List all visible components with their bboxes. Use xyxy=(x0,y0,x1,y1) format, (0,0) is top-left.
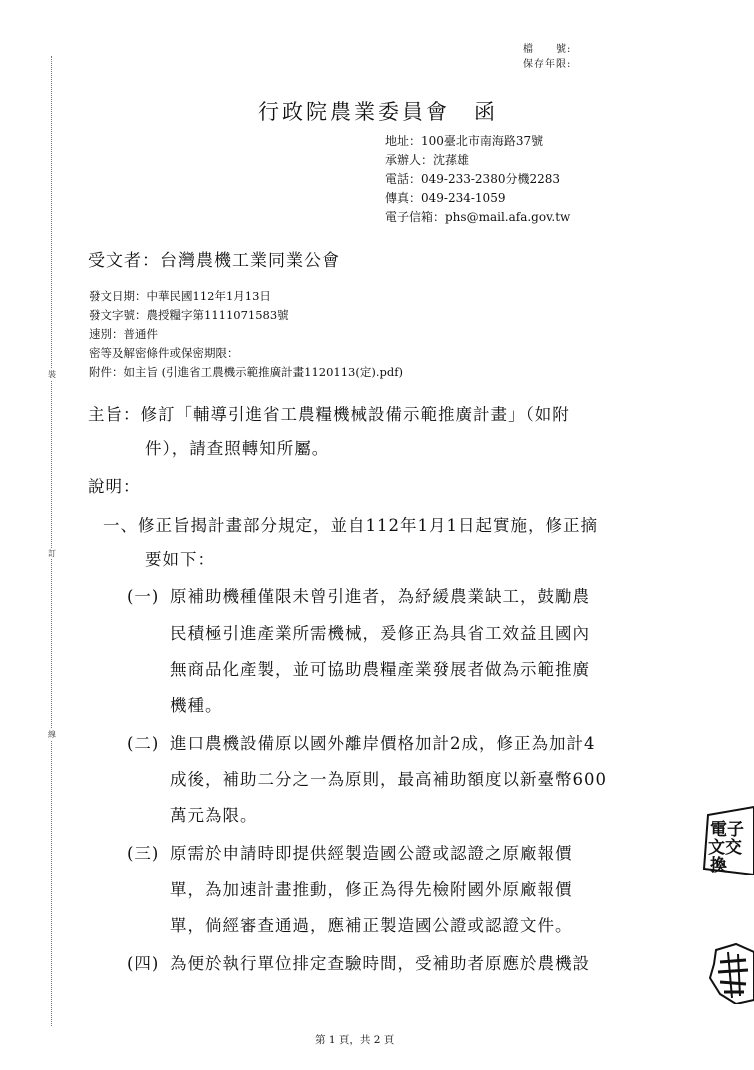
speed-class: 速別：普通件 xyxy=(89,327,158,341)
attachment-line: 附件：如主旨 (引進省工農機示範推廣計畫1120113(定).pdf) xyxy=(89,365,403,379)
item3-line-1: 原需於申請時即提供經製造國公證或認證之原廠報價 xyxy=(170,844,573,863)
stamp-line-2: 文交 xyxy=(708,838,742,858)
item4-line-1: 為便於執行單位排定查驗時間，受補助者原應於農機設 xyxy=(170,954,590,973)
recipient: 受文者：台灣農機工業同業公會 xyxy=(88,251,340,271)
item2-line-1: 進口農機設備原以國外離岸價格加計2成，修正為加計4 xyxy=(170,734,596,753)
subject-line-2: 件），請查照轉知所屬。 xyxy=(145,439,330,458)
contact-block xyxy=(385,132,570,227)
item2-line-2: 成後，補助二分之一為原則，最高補助額度以新臺幣600 xyxy=(170,770,607,789)
item1-line-1: 原補助機種僅限未曾引進者，為紓緩農業缺工，鼓勵農 xyxy=(170,587,590,606)
binding-mark-ding: 訂 xyxy=(48,549,56,558)
item2-line-3: 萬元為限。 xyxy=(170,806,258,825)
subject-line-1: 主旨：修訂「輔導引進省工農糧機械設備示範推廣計畫」（如附 xyxy=(88,405,570,424)
item1-line-3: 無商品化產製，並可協助農糧產業發展者做為示範推廣 xyxy=(170,660,590,679)
contact-handler: 承辦人：沈蓀雄 xyxy=(385,153,470,167)
item3-label: (三) xyxy=(127,844,160,863)
page-footer: 第 1 頁，共 2 頁 xyxy=(315,1034,395,1046)
contact-address: 地址：100臺北市南海路37號 xyxy=(385,134,544,148)
item1-label: (一) xyxy=(127,587,160,606)
org-title: 行政院農業委員會 函 xyxy=(258,100,498,124)
item1-line-2: 民積極引進產業所需機械，爰修正為具省工效益且國內 xyxy=(170,624,590,643)
stamp-icon xyxy=(700,805,754,875)
secrecy-level: 密等及解密條件或保密期限： xyxy=(89,346,239,360)
file-number-label: 檔 號: xyxy=(523,44,572,55)
document-info xyxy=(89,287,403,382)
section1-line-2: 要如下： xyxy=(145,550,215,569)
contact-fax: 傳真：049-234-1059 xyxy=(385,191,506,205)
retention-label: 保存年限: xyxy=(523,59,572,70)
binding-line xyxy=(51,56,52,1026)
binding-mark-xian: 線 xyxy=(48,730,56,739)
issue-date: 發文日期：中華民國112年1月13日 xyxy=(89,289,271,303)
item2-label: (二) xyxy=(127,734,160,753)
item3-line-3: 單，倘經審查通過，應補正製造國公證或認證文件。 xyxy=(170,916,573,935)
electronic-exchange-stamp xyxy=(700,805,754,875)
item3-line-2: 單，為加速計畫推動，修正為得先檢附國外原廠報價 xyxy=(170,880,573,899)
binding-mark-zhuang: 裝 xyxy=(48,370,56,379)
contact-phone: 電話：049-233-2380分機2283 xyxy=(385,172,560,186)
seal-stamp-icon xyxy=(706,942,754,1004)
item4-label: (四) xyxy=(127,954,160,973)
item1-line-4: 機種。 xyxy=(170,696,223,715)
explanation-label: 說明： xyxy=(88,477,141,496)
contact-email: 電子信箱：phs@mail.afa.gov.tw xyxy=(385,210,571,224)
stamp-line-3: 換 xyxy=(710,856,727,875)
stamp-line-1: 電子 xyxy=(710,820,744,840)
section1-line-1: 一、修正旨揭計畫部分規定，並自112年1月1日起實施，修正摘 xyxy=(103,516,598,535)
document-number: 發文字號：農授糧字第1111071583號 xyxy=(89,308,289,322)
